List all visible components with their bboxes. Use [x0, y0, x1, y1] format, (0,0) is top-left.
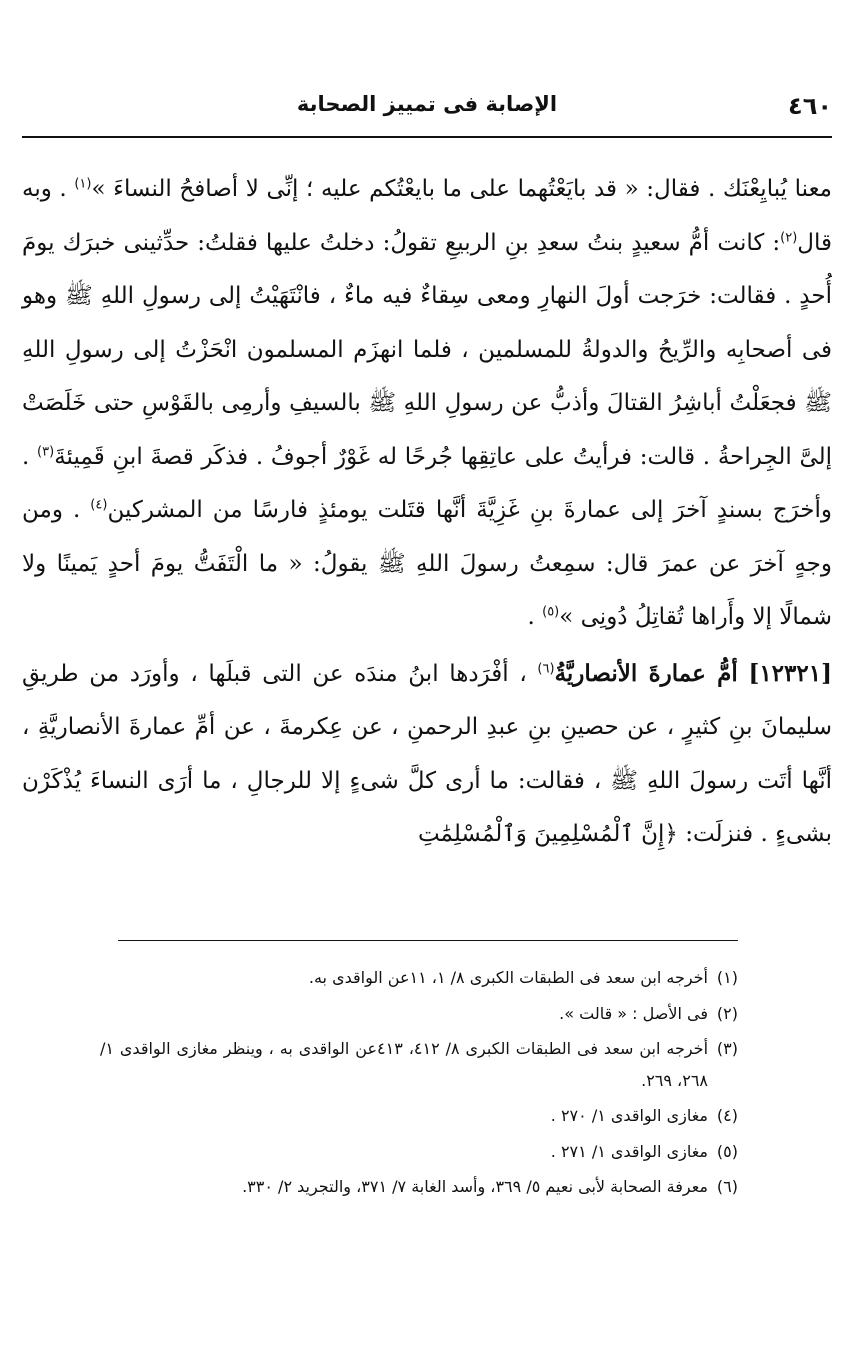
entry-number: [١٢٣٢١]	[748, 659, 832, 687]
footnote-mark: (١)	[716, 968, 738, 987]
paragraph-2	[22, 647, 832, 862]
footnote-text: مغازى الواقدى ١/ ٢٧٠ .	[550, 1106, 708, 1125]
text-run: ، أفْرَدها ابنُ مندَه عن التى قبلَها ، وأورَد من طريقِ سليمانَ بنِ كثيرٍ ، عن حصينِ بنِ عبدِ الرحمنِ ، عن عِكرمةَ ، عن أمِّ عمارةَ الأنصاريَّةِ ، أنَّها أتَت رسولَ اللهِ ﷺ ، فقالت: ما أرى كلَّ شىءٍ إلا للرجالِ ، ما أرَى النساءَ يُذْكَرْن بشىءٍ . فنزلَت: ﴿إِنَّ ٱلْمُسْلِمِينَ وَٱلْمُسْلِمَٰتِ	[22, 660, 832, 847]
footnote-text: معرفة الصحابة لأبى نعيم ٥/ ٣٦٩، وأسد الغابة ٧/ ٣٧١، والتجريد ٢/ ٣٣٠.	[242, 1177, 708, 1196]
footnote-mark: (٣)	[716, 1039, 738, 1058]
paragraph-1	[22, 163, 832, 645]
footnote-ref: (١)	[74, 176, 92, 192]
footnote-ref: (٤)	[90, 497, 108, 513]
footnotes	[100, 962, 738, 1207]
text-run: .	[527, 604, 543, 630]
text-run: . ومن وجهٍ آخرَ عن عمرَ قال: سمِعتُ رسولَ اللهِ ﷺ يقولُ: « ما الْتَفَتُّ يومَ أحدٍ يَمينًا ولا شمالًا إلا وأَراها تُقاتِلُ دُونِى »	[22, 497, 832, 630]
footnote-4	[100, 1100, 738, 1132]
footnote-text: مغازى الواقدى ١/ ٢٧١ .	[550, 1141, 708, 1161]
footnote-ref: (٣)	[37, 443, 55, 459]
footnote-ref: (٥)	[542, 604, 560, 620]
footnote-ref: (٢)	[780, 229, 798, 245]
footnote-mark: (٦)	[716, 1177, 738, 1196]
text-run: : كانت أمُّ سعيدٍ بنتُ سعدِ بنِ الربيعِ تقولُ: دخلتُ عليها فقلتُ: حدِّثينى خبرَك يومَ أُحدٍ . فقالت: خرَجت أولَ النهارِ ومعى سِقاءٌ فيه ماءٌ ، فانْتَهَيْتُ إلى رسولِ اللهِ ﷺ وهو فى أصحابِه والرِّيحُ والدولةُ للمسلمين ، فلما انهزَم المسلمون انْحَزْتُ إلى رسولِ اللهِ ﷺ فجعَلْتُ أباشِرُ القتالَ وأذبُّ عن رسولِ اللهِ ﷺ بالسيفِ وأرمِى بالقَوْسِ حتى خَلَصَتْ إلىَّ الجِراحةُ . قالت: فرأيتُ على عاتِقِها جُرحًا له غَوْرٌ أجوفُ . فذكَر قصةَ ابنِ قَمِيئةَ	[22, 229, 833, 470]
running-title: الإصابة فى تمييز الصحابة	[296, 92, 558, 116]
footnote-ref: (٦)	[537, 660, 555, 676]
footnote-6	[100, 1171, 738, 1203]
page-number: ٤٦٠	[788, 92, 832, 120]
entry-name: أمُّ عمارةَ الأنصاريَّةُ	[554, 659, 738, 687]
footnote-5	[100, 1136, 738, 1168]
text-run: معنا يُبايِعْنَك . فقال: « قد بايَعْتُهما على ما بايعْتُكم عليه ؛ إنِّى لا أصافحُ النساءَ »	[91, 176, 832, 202]
footnote-rule	[118, 940, 738, 941]
text-run: . وبه قال	[22, 176, 832, 256]
footnote-1	[100, 962, 738, 994]
footnote-text: أخرجه ابن سعد فى الطبقات الكبرى ٨/ ١، ١١عن الواقدى به.	[308, 968, 708, 987]
footnote-text: أخرجه ابن سعد فى الطبقات الكبرى ٨/ ٤١٢، ٤١٣عن الواقدى به ، وينظر مغازى الواقدى ١/ ٢٦٨، ٢٦٩.	[100, 1039, 709, 1090]
footnote-mark: (٥)	[716, 1141, 738, 1161]
footnote-3	[100, 1033, 738, 1096]
footnote-mark: (٢)	[716, 1003, 738, 1023]
main-text	[22, 163, 832, 862]
header-rule	[22, 136, 832, 138]
footnote-2	[100, 998, 738, 1030]
footnote-text: فى الأصل : « قالت ».	[559, 1003, 708, 1023]
footnote-mark: (٤)	[716, 1106, 738, 1125]
page-header	[22, 86, 832, 126]
text-run: . وأخرَج بسندٍ آخرَ إلى عمارةَ بنِ غَزِيَّةَ أنَّها قتَلت يومئذٍ فارسًا من المشركين	[22, 443, 832, 523]
